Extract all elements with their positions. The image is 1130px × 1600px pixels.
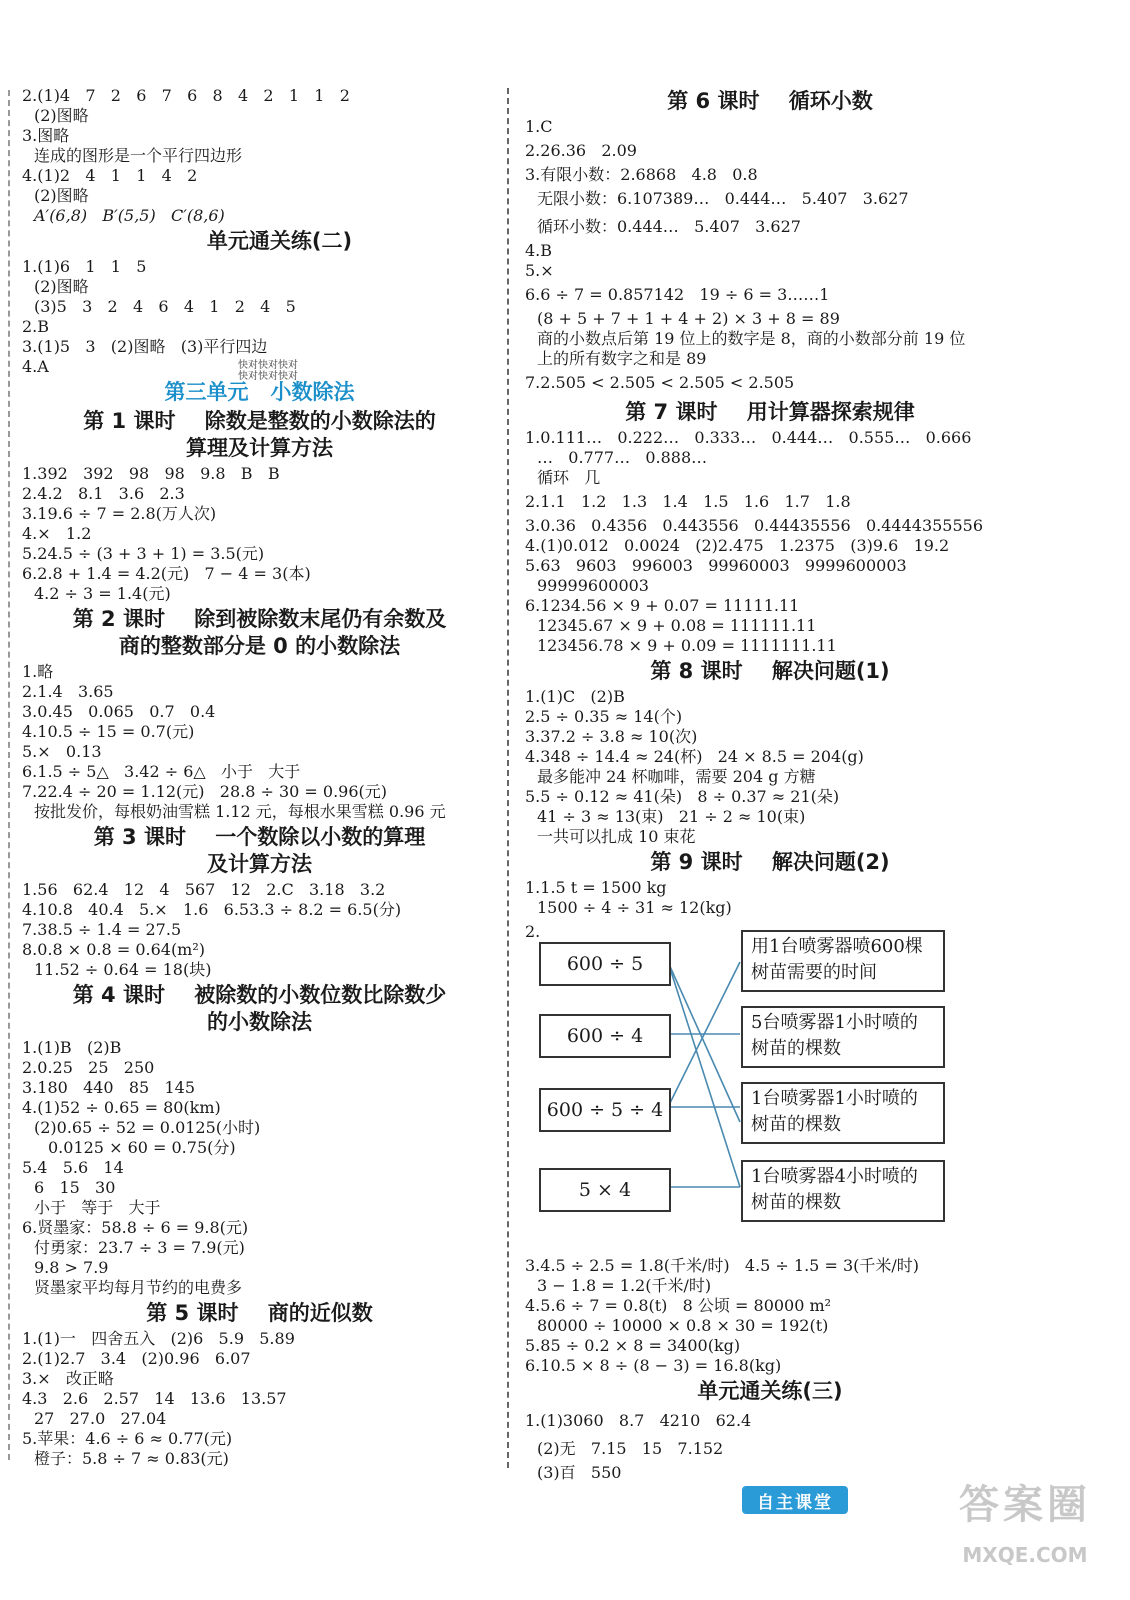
answer-line: 4.5.6 ÷ 7 = 0.8(t) 8 公顷 = 80000 m² (525, 1296, 832, 1315)
answer-line: 1.0.111… 0.222… 0.333… 0.444… 0.555… 0.666 (525, 428, 972, 447)
answer-line: 小于 等于 大于 (34, 1198, 161, 1217)
answer-line: 1.C (525, 117, 553, 136)
answer-line: 3.× 改正略 (22, 1369, 114, 1388)
answer-line: 最多能冲 24 杯咖啡，需要 204 g 方糖 (537, 767, 816, 786)
answer-line: 5.5 ÷ 0.12 ≈ 41(朵) 8 ÷ 0.37 ≈ 21(朵) (525, 787, 840, 806)
footer-badge: 自主课堂 (742, 1486, 848, 1514)
answer-line: 4.10.5 ÷ 15 = 0.7(元) (22, 722, 195, 741)
answer-line: 6.贤墨家：58.8 ÷ 6 = 9.8(元) (22, 1218, 249, 1237)
answer-line: 4.(1)0.012 0.0024 (2)2.475 1.2375 (3)9.6 19.2 (525, 536, 950, 555)
match-description: 1台喷雾器1小时喷的树苗的棵数 (741, 1082, 945, 1144)
answer-line: 1.1.5 t = 1500 kg (525, 878, 667, 897)
lesson-2-title: 第 2 课时 除到被除数末尾仍有余数及 商的整数部分是 0 的小数除法 (72, 607, 447, 658)
answer-line: 橙子：5.8 ÷ 7 ≈ 0.83(元) (34, 1449, 229, 1468)
answer-line: 1.56 62.4 12 4 567 12 2.C 3.18 3.2 (22, 880, 386, 899)
answer-line: 6.1234.56 × 9 + 0.07 = 11111.11 (525, 596, 800, 615)
column-divider (507, 88, 509, 1468)
answer-line: 4.B (525, 241, 553, 260)
answer-line: 4.(1)52 ÷ 0.65 = 80(km) (22, 1098, 221, 1117)
lesson-9-title: 第 9 课时 解决问题(2) (650, 850, 890, 874)
lesson-6-title: 第 6 课时 循环小数 (667, 89, 873, 113)
match-expression: 600 ÷ 4 (539, 1014, 671, 1058)
answer-line: (8 + 5 + 7 + 1 + 4 + 2) × 3 + 8 = 89 (537, 309, 840, 328)
answer-line: 3.4.5 ÷ 2.5 = 1.8(千米/时) 4.5 ÷ 1.5 = 3(千米/时) (525, 1256, 919, 1275)
answer-line: 6.1.5 ÷ 5△ 3.42 ÷ 6△ 小于 大于 (22, 762, 301, 781)
lesson-4-title: 第 4 课时 被除数的小数位数比除数少 的小数除法 (72, 983, 447, 1034)
lesson-5-title: 第 5 课时 商的近似数 (146, 1301, 373, 1325)
answer-line: 3.图略 (22, 126, 70, 145)
answer-line: 6 15 30 (34, 1178, 116, 1197)
answer-line: 4.2 ÷ 3 = 1.4(元) (34, 584, 171, 603)
answer-line: … 0.777… 0.888… (537, 448, 708, 467)
answer-line: 上的所有数字之和是 89 (537, 349, 707, 368)
answer-line: 5.63 9603 996003 99960003 9999600003 (525, 556, 907, 575)
answer-line: 商的小数点后第 19 位上的数字是 8，商的小数部分前 19 位 (537, 329, 966, 348)
answer-line: 3.(1)5 3 (2)图略 (3)平行四边 (22, 337, 268, 356)
answer-line: 4.A (22, 357, 49, 376)
answer-line: 8.0.8 × 0.8 = 0.64(m²) (22, 940, 206, 959)
answer-line: 3.0.45 0.065 0.7 0.4 (22, 702, 216, 721)
unit-test-3-title: 单元通关练(三) (697, 1379, 843, 1403)
answer-line: 80000 ÷ 10000 × 0.8 × 30 = 192(t) (537, 1316, 829, 1335)
answer-line: 3.180 440 85 145 (22, 1078, 196, 1097)
answer-line: 1.(1)C (2)B (525, 687, 625, 706)
answer-line: (2)图略 (34, 106, 89, 125)
answer-line: 3.有限小数：2.6868 4.8 0.8 (525, 165, 758, 184)
answer-line: 循环 几 (537, 468, 601, 487)
answer-line: 1.(1)一 四舍五入 (2)6 5.9 5.89 (22, 1329, 295, 1348)
match-expression: 600 ÷ 5 (539, 942, 671, 986)
answer-line: (2)0.65 ÷ 52 = 0.0125(小时) (34, 1118, 261, 1137)
answer-line: 12345.67 × 9 + 0.08 = 111111.11 (537, 616, 817, 635)
answer-line: 一共可以扎成 10 束花 (537, 827, 696, 846)
answer-line: 循环小数：0.444… 5.407 3.627 (537, 217, 801, 236)
answer-line: 按批发价，每根奶油雪糕 1.12 元，每根水果雪糕 0.96 元 (34, 802, 446, 821)
answer-line: 2.0.25 25 250 (22, 1058, 155, 1077)
answer-line: 1500 ÷ 4 ÷ 31 ≈ 12(kg) (537, 898, 732, 917)
answer-line: (2)图略 (34, 277, 89, 296)
answer-line: 2.5 ÷ 0.35 ≈ 14(个) (525, 707, 683, 726)
unit-test-2-title: 单元通关练(二) (206, 229, 353, 253)
answer-line: 5.苹果：4.6 ÷ 6 ≈ 0.77(元) (22, 1429, 233, 1448)
answer-line: 41 ÷ 3 ≈ 13(束) 21 ÷ 2 ≈ 10(束) (537, 807, 806, 826)
answer-line: 1.392 392 98 98 9.8 B B (22, 464, 280, 483)
answer-line: 连成的图形是一个平行四边形 (34, 146, 243, 165)
answer-line: (2)无 7.15 15 7.152 (537, 1439, 724, 1458)
answer-line: 123456.78 × 9 + 0.09 = 1111111.11 (537, 636, 837, 655)
answer-line: 2.1.1 1.2 1.3 1.4 1.5 1.6 1.7 1.8 (525, 492, 851, 511)
answer-line: (2)图略 (34, 186, 89, 205)
lesson-3-title: 第 3 课时 一个数除以小数的算理 及计算方法 (93, 825, 426, 876)
right-column (525, 86, 1015, 1483)
lesson-7-title: 第 7 课时 用计算器探索规律 (625, 400, 915, 424)
answer-line: 11.52 ÷ 0.64 = 18(块) (34, 960, 212, 979)
watermark-logo (930, 1470, 1120, 1590)
answer-line: 6.10.5 × 8 ÷ (8 − 3) = 16.8(kg) (525, 1356, 782, 1375)
answer-line: 4.(1)2 4 1 1 4 2 (22, 166, 198, 185)
answer-line: 贤墨家平均每月节约的电费多 (34, 1278, 243, 1297)
answer-line: 3.0.36 0.4356 0.443556 0.44435556 0.4444355556 (525, 516, 984, 535)
answer-line: 3.37.2 ÷ 3.8 ≈ 10(次) (525, 727, 698, 746)
answer-line: 无限小数：6.107389… 0.444… 5.407 3.627 (537, 189, 909, 208)
answer-line: 1.(1)3060 8.7 4210 62.4 (525, 1411, 752, 1430)
match-expression: 5 × 4 (539, 1168, 671, 1212)
answer-line: 1.略 (22, 662, 54, 681)
watermark-title: 答案圈 (959, 1482, 1091, 1528)
answer-line: 7.22.4 ÷ 20 = 1.12(元) 28.8 ÷ 30 = 0.96(元) (22, 782, 388, 801)
answer-line: 7.2.505 < 2.505 < 2.505 < 2.505 (525, 373, 795, 392)
answer-line: 付勇家：23.7 ÷ 3 = 7.9(元) (34, 1238, 245, 1257)
lesson-1-title: 第 1 课时 除数是整数的小数除法的 算理及计算方法 (83, 409, 436, 460)
unit-3-title: 第三单元 小数除法 (164, 380, 355, 404)
answer-line: 5.4 5.6 14 (22, 1158, 124, 1177)
answer-line: 3.19.6 ÷ 7 = 2.8(万人次) (22, 504, 217, 523)
answer-line: 99999600003 (537, 576, 649, 595)
answer-line: 6.6 ÷ 7 = 0.857142 19 ÷ 6 = 3……1 (525, 285, 830, 304)
watermark-url: MXQE.COM (962, 1543, 1088, 1567)
answer-line: 9.8 > 7.9 (34, 1258, 109, 1277)
answer-line: (3)百 550 (537, 1463, 622, 1482)
answer-line: 5.85 ÷ 0.2 × 8 = 3400(kg) (525, 1336, 741, 1355)
answer-line: 2.4.2 8.1 3.6 2.3 (22, 484, 185, 503)
match-expression: 600 ÷ 5 ÷ 4 (539, 1088, 671, 1132)
answer-line: 3 − 1.8 = 1.2(千米/时) (537, 1276, 712, 1295)
answer-line: 2.(1)2.7 3.4 (2)0.96 6.07 (22, 1349, 251, 1368)
binding-edge (8, 90, 10, 1460)
answer-line: 2.(1)4 7 2 6 7 6 8 4 2 1 1 2 (22, 86, 350, 105)
answer-line: 2.1.4 3.65 (22, 682, 114, 701)
lesson-8-title: 第 8 课时 解决问题(1) (650, 659, 890, 683)
answer-line: 2.B (22, 317, 50, 336)
answer-line: 5.× 0.13 (22, 742, 102, 761)
answer-line: A′(6,8) B′(5,5) C′(8,6) (34, 206, 225, 225)
answer-line: 5.24.5 ÷ (3 + 3 + 1) = 3.5(元) (22, 544, 265, 563)
answer-line: 7.38.5 ÷ 1.4 = 27.5 (22, 920, 182, 939)
stamp-text: 快对快对快对 快对快对快对 (238, 360, 298, 382)
answer-line: 2.26.36 2.09 (525, 141, 637, 160)
answer-line: 1.(1)6 1 1 5 (22, 257, 147, 276)
left-column (22, 86, 497, 1469)
answer-line: 4.× 1.2 (22, 524, 92, 543)
answer-line: 27 27.0 27.04 (34, 1409, 167, 1428)
match-description: 5台喷雾器1小时喷的树苗的棵数 (741, 1006, 945, 1068)
answer-line: 1.(1)B (2)B (22, 1038, 122, 1057)
matching-exercise (525, 922, 1015, 1252)
answer-line: 4.3 2.6 2.57 14 13.6 13.57 (22, 1389, 287, 1408)
match-description: 1台喷雾器4小时喷的树苗的棵数 (741, 1160, 945, 1222)
question-number: 2. (525, 922, 541, 941)
answer-line: 0.0125 × 60 = 0.75(分) (48, 1138, 236, 1157)
answer-line: 6.2.8 + 1.4 = 4.2(元) 7 − 4 = 3(本) (22, 564, 311, 583)
answer-line: 4.10.8 40.4 5.× 1.6 6.53.3 ÷ 8.2 = 6.5(分) (22, 900, 402, 919)
answer-line: 4.348 ÷ 14.4 ≈ 24(杯) 24 × 8.5 = 204(g) (525, 747, 864, 766)
match-description: 用1台喷雾器喷600棵树苗需要的时间 (741, 930, 945, 992)
answer-line: 5.× (525, 261, 554, 280)
answer-line: (3)5 3 2 4 6 4 1 2 4 5 (34, 297, 296, 316)
